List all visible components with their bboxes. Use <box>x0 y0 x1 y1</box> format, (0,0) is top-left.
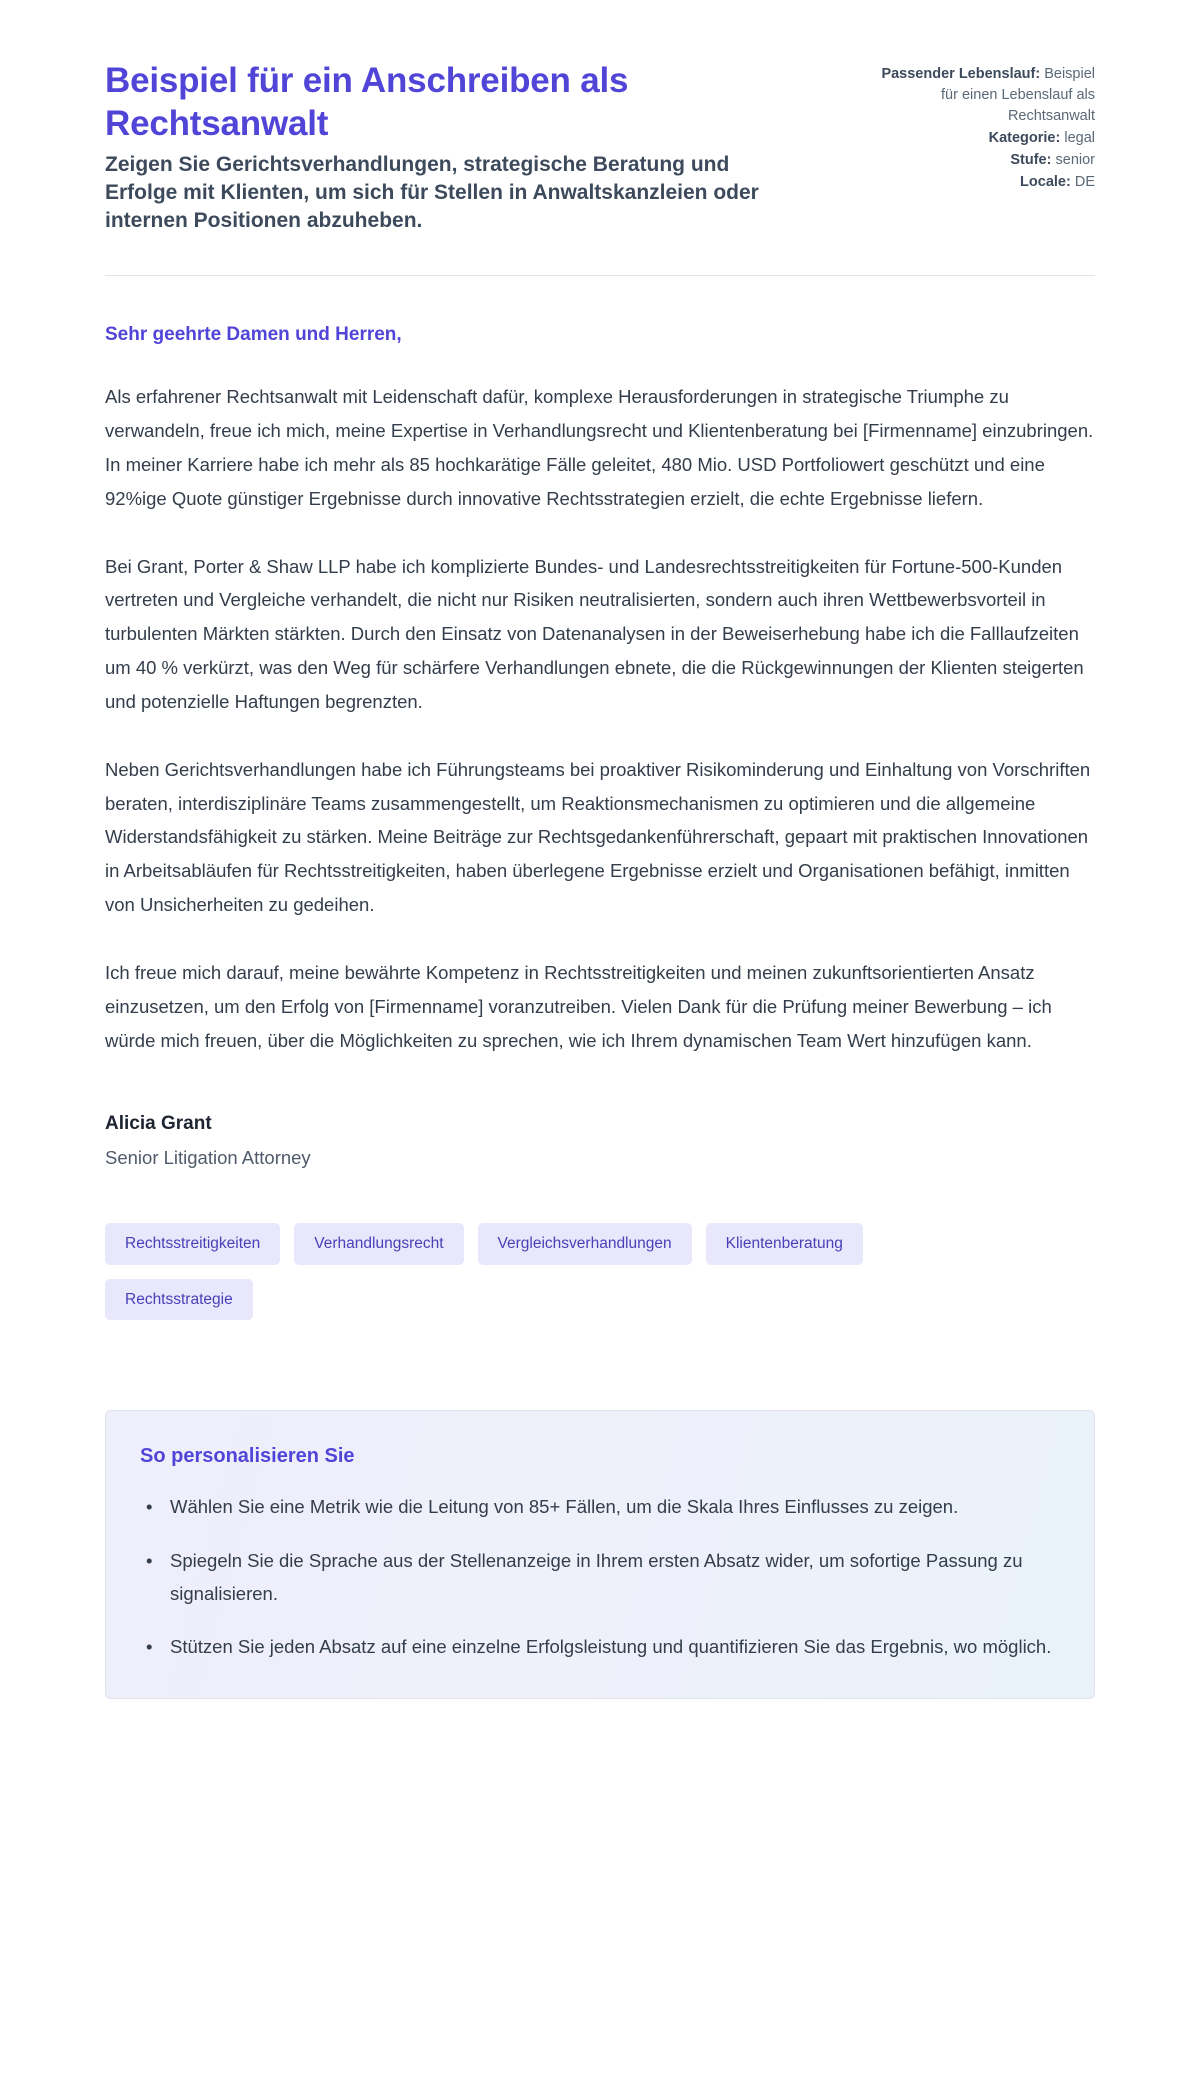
letter-paragraph: Neben Gerichtsverhandlungen habe ich Führungsteams bei proaktiver Risikominderung und Einhaltung von Vorschriften beraten, interdisziplinäre Teams zusammengestellt, um Reaktionsmechanismen zu optimieren und die allgemeine Widerstandsfähigkeit zu stärken. Meine Beiträge zur Rechtsgedankenführerschaft, gepaart mit praktischen Innovationen in Arbeitsabläufen für Rechtsstreitigkeiten, haben überlegene Ergebnisse erzielt und Organisationen befähigt, inmitten von Unsicherheiten zu gedeihen. <box>105 758 1091 916</box>
letter-paragraph: Als erfahrener Rechtsanwalt mit Leidenschaft dafür, komplexe Herausforderungen in strategische Triumphe zu verwandeln, freue ich mich, meine Expertise in Verhandlungsrecht und Klientenberatung bei [Firmenname] einzubringen. In meiner Karriere habe ich mehr als 85 hochkarätige Fälle geleitet, 480 Mio. USD Portfoliowert geschützt und eine 92%ige Quote günstiger Ergebnisse durch innovative Rechtsstrategien erzielt, die echte Ergebnisse liefern. <box>105 386 1094 509</box>
metadata-locale <box>875 172 1095 193</box>
letter-paragraph: Bei Grant, Porter & Shaw LLP habe ich komplizierte Bundes- und Landesrechtsstreitigkeiten für Fortune-500-Kunden vertreten und Vergleiche verhandelt, die nicht nur Risiken neutralisierten, sondern auch ihren Wettbewerbsvorteil in turbulenten Märkten stärkten. Durch den Einsatz von Datenanalysen in der Beweiserhebung habe ich die Falllaufzeiten um 40 % verkürzt, was den Weg für schärfere Verhandlungen ebnete, die die Rückgewinnungen der Klienten steigerten und potenzielle Haftungen begrenzten. <box>105 555 1084 712</box>
skill-tag[interactable]: Rechtsstrategie <box>105 1279 253 1321</box>
page-subtitle: Zeigen Sie Gerichtsverhandlungen, strategische Beratung und Erfolge mit Klienten, um sich für Stellen in Anwaltskanzleien oder internen Positionen abzuheben. <box>105 153 759 233</box>
metadata-matching-resume-value: Beispiel für einen Lebenslauf als Rechtsanwalt <box>941 66 1095 125</box>
tips-list-item: • Spiegeln Sie die Sprache aus der Stellenanzeige in Ihrem ersten Absatz wider, um sofortige Passung zu signalisieren. <box>166 1544 1054 1611</box>
metadata-locale-label: Locale: <box>1020 174 1071 191</box>
metadata-level <box>875 150 1095 171</box>
tips-list-item: • Wählen Sie eine Metrik wie die Leitung von 85+ Fällen, um die Skala Ihres Einflusses zu zeigen. <box>166 1490 1054 1523</box>
metadata-category-label: Kategorie: <box>988 130 1061 147</box>
skill-tag[interactable]: Vergleichsverhandlungen <box>478 1223 692 1265</box>
header-text-block <box>105 60 795 235</box>
metadata-level-label: Stufe: <box>1010 152 1052 169</box>
metadata-level-value: senior <box>1055 152 1095 169</box>
skill-tag[interactable]: Rechtsstreitigkeiten <box>105 1223 280 1265</box>
tips-list <box>140 1490 1054 1663</box>
signature-role: Senior Litigation Attorney <box>105 1147 311 1169</box>
page-title: Beispiel für ein Anschreiben als Rechtsanwalt <box>105 61 629 143</box>
metadata-category-value: legal <box>1064 130 1095 147</box>
metadata-panel <box>875 60 1095 194</box>
letter-body <box>105 276 1095 1057</box>
letter-salutation: Sehr geehrte Damen und Herren, <box>105 324 402 346</box>
page-header <box>105 60 1095 235</box>
tips-list-item: • Stützen Sie jeden Absatz auf eine einzelne Erfolgsleistung und quantifizieren Sie das Ergebnis, wo möglich. <box>166 1630 1054 1663</box>
tips-title: So personalisieren Sie <box>140 1445 355 1468</box>
skill-tag[interactable]: Klientenberatung <box>706 1223 863 1265</box>
metadata-locale-value: DE <box>1074 174 1095 191</box>
personalization-tips-callout <box>105 1410 1095 1698</box>
skill-tag[interactable]: Verhandlungsrecht <box>294 1223 463 1265</box>
skill-tag-list <box>105 1223 985 1320</box>
metadata-matching-resume <box>875 64 1095 127</box>
metadata-category <box>875 128 1095 149</box>
signature-name: Alicia Grant <box>105 1113 212 1135</box>
metadata-matching-resume-label: Passender Lebenslauf: <box>881 66 1041 82</box>
signature-block <box>105 1113 1095 1169</box>
letter-paragraph: Ich freue mich darauf, meine bewährte Kompetenz in Rechtsstreitigkeiten und meinen zukunftsorientierten Ansatz einzusetzen, um den Erfolg von [Firmenname] voranzutreiben. Vielen Dank für die Prüfung meiner Bewerbung – ich würde mich freuen, über die Möglichkeiten zu sprechen, wie ich Ihrem dynamischen Team Wert hinzufügen kann. <box>105 961 1052 1051</box>
